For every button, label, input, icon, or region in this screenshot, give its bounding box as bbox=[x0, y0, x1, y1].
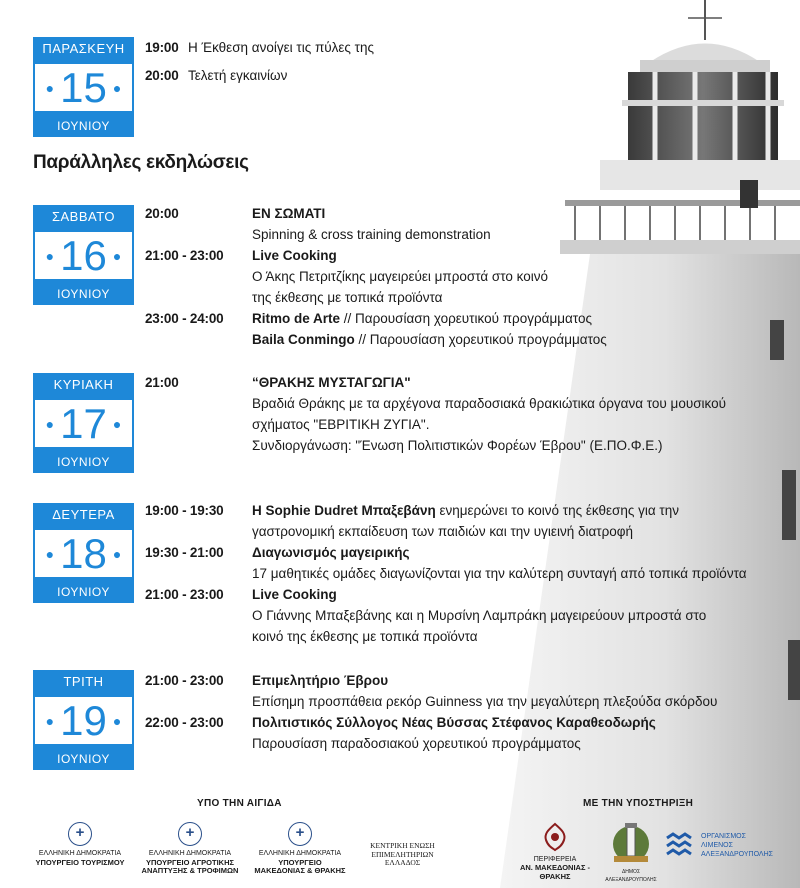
event-title: Live Cooking bbox=[252, 248, 337, 263]
event-desc: κοινό της έκθεσης με τοπικά προϊόντα bbox=[252, 629, 478, 644]
event-desc: Παρουσίαση παραδοσιακού χορευτικού προγράμματος bbox=[252, 736, 581, 751]
date-badge-18 bbox=[33, 503, 134, 603]
event-time: 19:30 - 21:00 bbox=[145, 545, 224, 560]
event-desc: σχήματος "ΕΒΡΙΤΙΚΗ ΖΥΓΙΑ". bbox=[252, 417, 430, 432]
event-title: Επιμελητήριο Έβρου bbox=[252, 673, 389, 688]
event-time: 23:00 - 24:00 bbox=[145, 311, 224, 326]
event-line: Ritmo de Arte // Παρουσίαση χορευτικού προγράμματος bbox=[252, 311, 592, 326]
event-desc: Βραδιά Θράκης με τα αρχέγονα παραδοσιακά θρακιώτικα όργανα του μουσικού bbox=[252, 396, 727, 411]
event-title: Live Cooking bbox=[252, 587, 337, 602]
greek-emblem-icon bbox=[288, 822, 312, 846]
port-waves-icon bbox=[665, 832, 697, 860]
logo-chambers-union: ΚΕΝΤΡΙΚΗ ΕΝΩΣΗ ΕΠΙΜΕΛΗΤΗΡΙΩΝ ΕΛΛΑΔΟΣ bbox=[370, 841, 435, 867]
event-title: Διαγωνισμός μαγειρικής bbox=[252, 545, 410, 560]
event-desc: Ο Άκης Πετριτζίκης μαγειρεύει μπροστά στο κοινό bbox=[252, 269, 549, 284]
event-time: 20:00 bbox=[145, 206, 179, 221]
badge-month: ΙΟΥΝΙΟΥ bbox=[33, 115, 134, 137]
date-badge-19 bbox=[33, 670, 134, 770]
badge-day-number: ● 17 ● bbox=[35, 400, 132, 447]
badge-weekday: ΤΡΙΤΗ bbox=[33, 670, 134, 693]
section-title: Παράλληλες εκδηλώσεις bbox=[33, 152, 249, 173]
date-badge-17 bbox=[33, 373, 134, 473]
event-time: 20:00 bbox=[145, 68, 179, 83]
badge-month: ΙΟΥΝΙΟΥ bbox=[33, 581, 134, 603]
region-emblem-icon bbox=[538, 822, 572, 852]
badge-day-number: ● 19 ● bbox=[35, 697, 132, 744]
badge-month: ΙΟΥΝΙΟΥ bbox=[33, 748, 134, 770]
logo-region-emt: ΠΕΡΙΦΕΡΕΙΑ ΑΝ. ΜΑΚΕΔΟΝΙΑΣ - ΘΡΑΚΗΣ bbox=[515, 822, 595, 881]
badge-day-number: ● 16 ● bbox=[35, 232, 132, 279]
badge-month: ΙΟΥΝΙΟΥ bbox=[33, 283, 134, 305]
greek-emblem-icon bbox=[68, 822, 92, 846]
event-time: 22:00 - 23:00 bbox=[145, 715, 224, 730]
logo-ministry-macedonia-thrace: + ΕΛΛΗΝΙΚΗ ΔΗΜΟΚΡΑΤΙΑ ΥΠΟΥΡΓΕΙΟ ΜΑΚΕΔΟΝΙΑΣ & ΘΡΑΚΗΣ bbox=[245, 822, 355, 876]
badge-day-number: ● 18 ● bbox=[35, 530, 132, 577]
event-desc: Επίσημη προσπάθεια ρεκόρ Guinness για την μεγαλύτερη πλεξούδα σκόρδου bbox=[252, 694, 718, 709]
logo-ministry-tourism: + ΕΛΛΗΝΙΚΗ ΔΗΜΟΚΡΑΤΙΑ ΥΠΟΥΡΓΕΙΟ ΤΟΥΡΙΣΜΟΥ bbox=[25, 822, 135, 867]
badge-weekday: ΣΑΒΒΑΤΟ bbox=[33, 205, 134, 228]
logo-municipality: ΔΗΜΟΣ ΑΛΕΞΑΝΔΡΟΥΠΟΛΗΣ bbox=[597, 820, 665, 885]
footer-support-heading: ΜΕ ΤΗΝ ΥΠΟΣΤΗΡΙΞΗ bbox=[583, 798, 694, 809]
event-desc: 17 μαθητικές ομάδες διαγωνίζονται για την καλύτερη συνταγή από τοπικά προϊόντα bbox=[252, 566, 747, 581]
event-desc: Ο Γιάννης Μπαξεβάνης και η Μυρσίνη Λαμπράκη μαγειρεύουν μπροστά στο bbox=[252, 608, 707, 623]
badge-weekday: ΚΥΡΙΑΚΗ bbox=[33, 373, 134, 396]
logo-ministry-agriculture: + ΕΛΛΗΝΙΚΗ ΔΗΜΟΚΡΑΤΙΑ ΥΠΟΥΡΓΕΙΟ ΑΓΡΟΤΙΚΗΣ ΑΝΑΠΤΥΞΗΣ & ΤΡΟΦΙΜΩΝ bbox=[135, 822, 245, 876]
event-time: 19:00 - 19:30 bbox=[145, 503, 224, 518]
event-text: Η Έκθεση ανοίγει τις πύλες της bbox=[188, 40, 375, 55]
event-line: Η Sophie Dudret Μπαξεβάνη ενημερώνει το κοινό της έκθεσης για την bbox=[252, 503, 680, 518]
event-desc: Spinning & cross training demonstration bbox=[252, 227, 491, 242]
badge-month: ΙΟΥΝΙΟΥ bbox=[33, 451, 134, 473]
date-badge-16 bbox=[33, 205, 134, 305]
badge-weekday: ΔΕΥΤΕΡΑ bbox=[33, 503, 134, 526]
greek-emblem-icon bbox=[178, 822, 202, 846]
event-desc: γαστρονομική εκπαίδευση των παιδιών και την υγιεινή διατροφή bbox=[252, 524, 634, 539]
event-text: Τελετή εγκαινίων bbox=[188, 68, 288, 83]
event-desc: της έκθεσης με τοπικά προϊόντα bbox=[252, 290, 443, 305]
event-title: “ΘΡΑΚΗΣ ΜΥΣΤΑΓΩΓΙΑ" bbox=[252, 375, 411, 390]
event-desc: Συνδιοργάνωση: "Ένωση Πολιτιστικών Φορέων Έβρου" (Ε.ΠΟ.Φ.Ε.) bbox=[252, 438, 663, 453]
event-time: 21:00 - 23:00 bbox=[145, 248, 224, 263]
event-time: 21:00 - 23:00 bbox=[145, 587, 224, 602]
event-time: 21:00 bbox=[145, 375, 179, 390]
date-badge-15 bbox=[33, 37, 134, 137]
event-title: Πολιτιστικός Σύλλογος Νέας Βύσσας Στέφανος Καραθεοδωρής bbox=[252, 715, 656, 730]
event-line: Baila Conmingo // Παρουσίαση χορευτικού προγράμματος bbox=[252, 332, 607, 347]
badge-day-number: ● 15 ● bbox=[35, 64, 132, 111]
event-time: 21:00 - 23:00 bbox=[145, 673, 224, 688]
badge-weekday: ΠΑΡΑΣΚΕΥΗ bbox=[33, 37, 134, 60]
event-time: 19:00 bbox=[145, 40, 179, 55]
footer-auspices-heading: ΥΠΟ ΤΗΝ ΑΙΓΙΔΑ bbox=[197, 798, 282, 809]
event-title: ΕΝ ΣΩΜΑΤΙ bbox=[252, 206, 326, 221]
municipality-emblem-icon bbox=[611, 820, 651, 864]
